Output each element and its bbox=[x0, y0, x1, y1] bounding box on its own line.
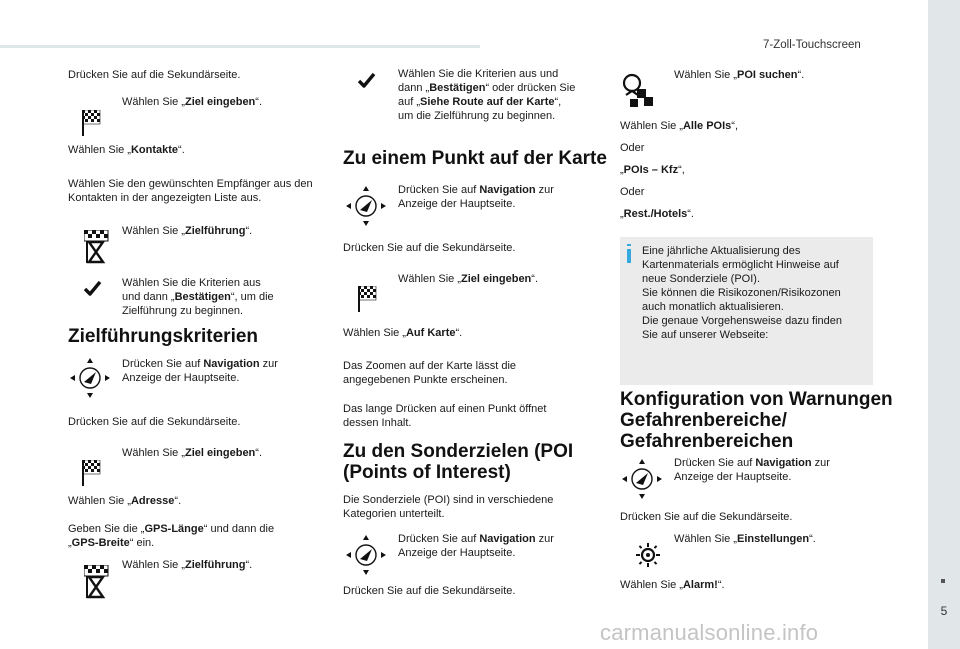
text-select-enter-destination-2: Wählen Sie „Ziel eingeben“. bbox=[122, 447, 263, 459]
text-pois-kfz: „POIs – Kfz“, bbox=[620, 164, 685, 176]
text-select-criteria: Wählen Sie die Kriterien aus und dann „Bestätigen“, um die Zielführung zu beginnen. bbox=[122, 277, 274, 317]
text-oder-2: Oder bbox=[620, 186, 645, 198]
text-select-on-map: Wählen Sie „Auf Karte“. bbox=[343, 327, 463, 339]
page-number: 5 bbox=[940, 604, 948, 618]
heading-poi: Zu den Sonderzielen (POI (Points of Interest) bbox=[343, 441, 574, 483]
heading-point-on-map: Zu einem Punkt auf der Karte bbox=[343, 148, 607, 169]
heading-guidance-criteria: Zielführungskriterien bbox=[68, 326, 259, 347]
text-select-criteria-route: Wählen Sie die Kriterien aus und dann „Bestätigen“ oder drücken Sie auf „Siehe Route auf der Karte“, um die Zielführung zu beginnen. bbox=[398, 68, 576, 122]
text-press-navigation-2: Drücken Sie auf Navigation zur Anzeige der Hauptseite. bbox=[398, 184, 554, 210]
destination-flag-icon-2 bbox=[82, 460, 102, 488]
poi-search-icon bbox=[622, 73, 656, 109]
text-oder-1: Oder bbox=[620, 142, 645, 154]
text-secondary-page-5: Drücken Sie auf die Sekundärseite. bbox=[620, 511, 793, 523]
text-select-poi-search: Wählen Sie „POI suchen“. bbox=[674, 69, 805, 81]
heading-warning-config: Konfiguration von Warnungen Gefahrenbereiche/ Gefahrenbereichen bbox=[620, 389, 893, 452]
destination-flag-icon bbox=[82, 110, 102, 138]
text-secondary-page-3: Drücken Sie auf die Sekundärseite. bbox=[343, 242, 516, 254]
text-select-all-pois: Wählen Sie „Alle POIs“, bbox=[620, 120, 739, 132]
text-select-enter-destination-3: Wählen Sie „Ziel eingeben“. bbox=[398, 273, 539, 285]
text-press-navigation-3: Drücken Sie auf Navigation zur Anzeige der Hauptseite. bbox=[398, 533, 554, 559]
text-select-enter-destination: Wählen Sie „Ziel eingeben“. bbox=[122, 96, 263, 108]
watermark: carmanualsonline.info bbox=[600, 620, 819, 645]
text-select-recipient: Wählen Sie den gewünschten Empfänger aus den Kontakten in der angezeigten Liste aus. bbox=[68, 178, 313, 204]
header-rule bbox=[0, 45, 480, 48]
settings-gear-icon bbox=[636, 543, 660, 567]
navigation-icon-3 bbox=[346, 535, 386, 575]
route-guidance-icon bbox=[84, 230, 110, 264]
text-secondary-page-2: Drücken Sie auf die Sekundärseite. bbox=[68, 416, 241, 428]
text-select-guidance-2: Wählen Sie „Zielführung“. bbox=[122, 559, 253, 571]
text-select-contacts: Wählen Sie „Kontakte“. bbox=[68, 144, 185, 156]
page-header-title: 7-Zoll-Touchscreen bbox=[763, 39, 861, 51]
page-marker bbox=[941, 579, 945, 583]
text-select-alarm: Wählen Sie „Alarm!“. bbox=[620, 579, 725, 591]
info-text: Eine jährliche Aktualisierung des Kartenmaterials ermöglicht Hinweise auf neue Sonderziele (POI). Sie können die Risikozonen/Risikozonen auch monatlich aktualisieren. Die genaue Vorgehensweise dazu finden Sie auf unserer Webseite: bbox=[642, 245, 842, 341]
text-select-settings: Wählen Sie „Einstellungen“. bbox=[674, 533, 816, 545]
navigation-icon-4 bbox=[622, 459, 662, 499]
text-zoom-map: Das Zoomen auf der Karte lässt die angegebenen Punkte erscheinen. bbox=[343, 360, 517, 386]
text-press-navigation-4: Drücken Sie auf Navigation zur Anzeige der Hauptseite. bbox=[674, 457, 830, 483]
text-poi-categories: Die Sonderziele (POI) sind in verschiedene Kategorien unterteilt. bbox=[343, 494, 554, 520]
text-long-press: Das lange Drücken auf einen Punkt öffnet dessen Inhalt. bbox=[343, 403, 547, 429]
text-select-address: Wählen Sie „Adresse“. bbox=[68, 495, 182, 507]
text-enter-gps: Geben Sie die „GPS-Länge“ und dann die „GPS-Breite“ ein. bbox=[68, 523, 275, 549]
text-press-navigation: Drücken Sie auf Navigation zur Anzeige der Hauptseite. bbox=[122, 358, 278, 384]
navigation-icon bbox=[70, 358, 110, 398]
route-guidance-icon-2 bbox=[84, 565, 110, 599]
text-secondary-page: Drücken Sie auf die Sekundärseite. bbox=[68, 69, 241, 81]
text-rest-hotels: „Rest./Hotels“. bbox=[620, 208, 694, 220]
destination-flag-icon-3 bbox=[358, 286, 378, 314]
text-secondary-page-4: Drücken Sie auf die Sekundärseite. bbox=[343, 585, 516, 597]
navigation-icon-2 bbox=[346, 186, 386, 226]
checkmark-icon bbox=[84, 280, 104, 298]
side-tab bbox=[928, 0, 960, 649]
checkmark-icon-2 bbox=[358, 72, 378, 90]
text-select-guidance: Wählen Sie „Zielführung“. bbox=[122, 225, 253, 237]
